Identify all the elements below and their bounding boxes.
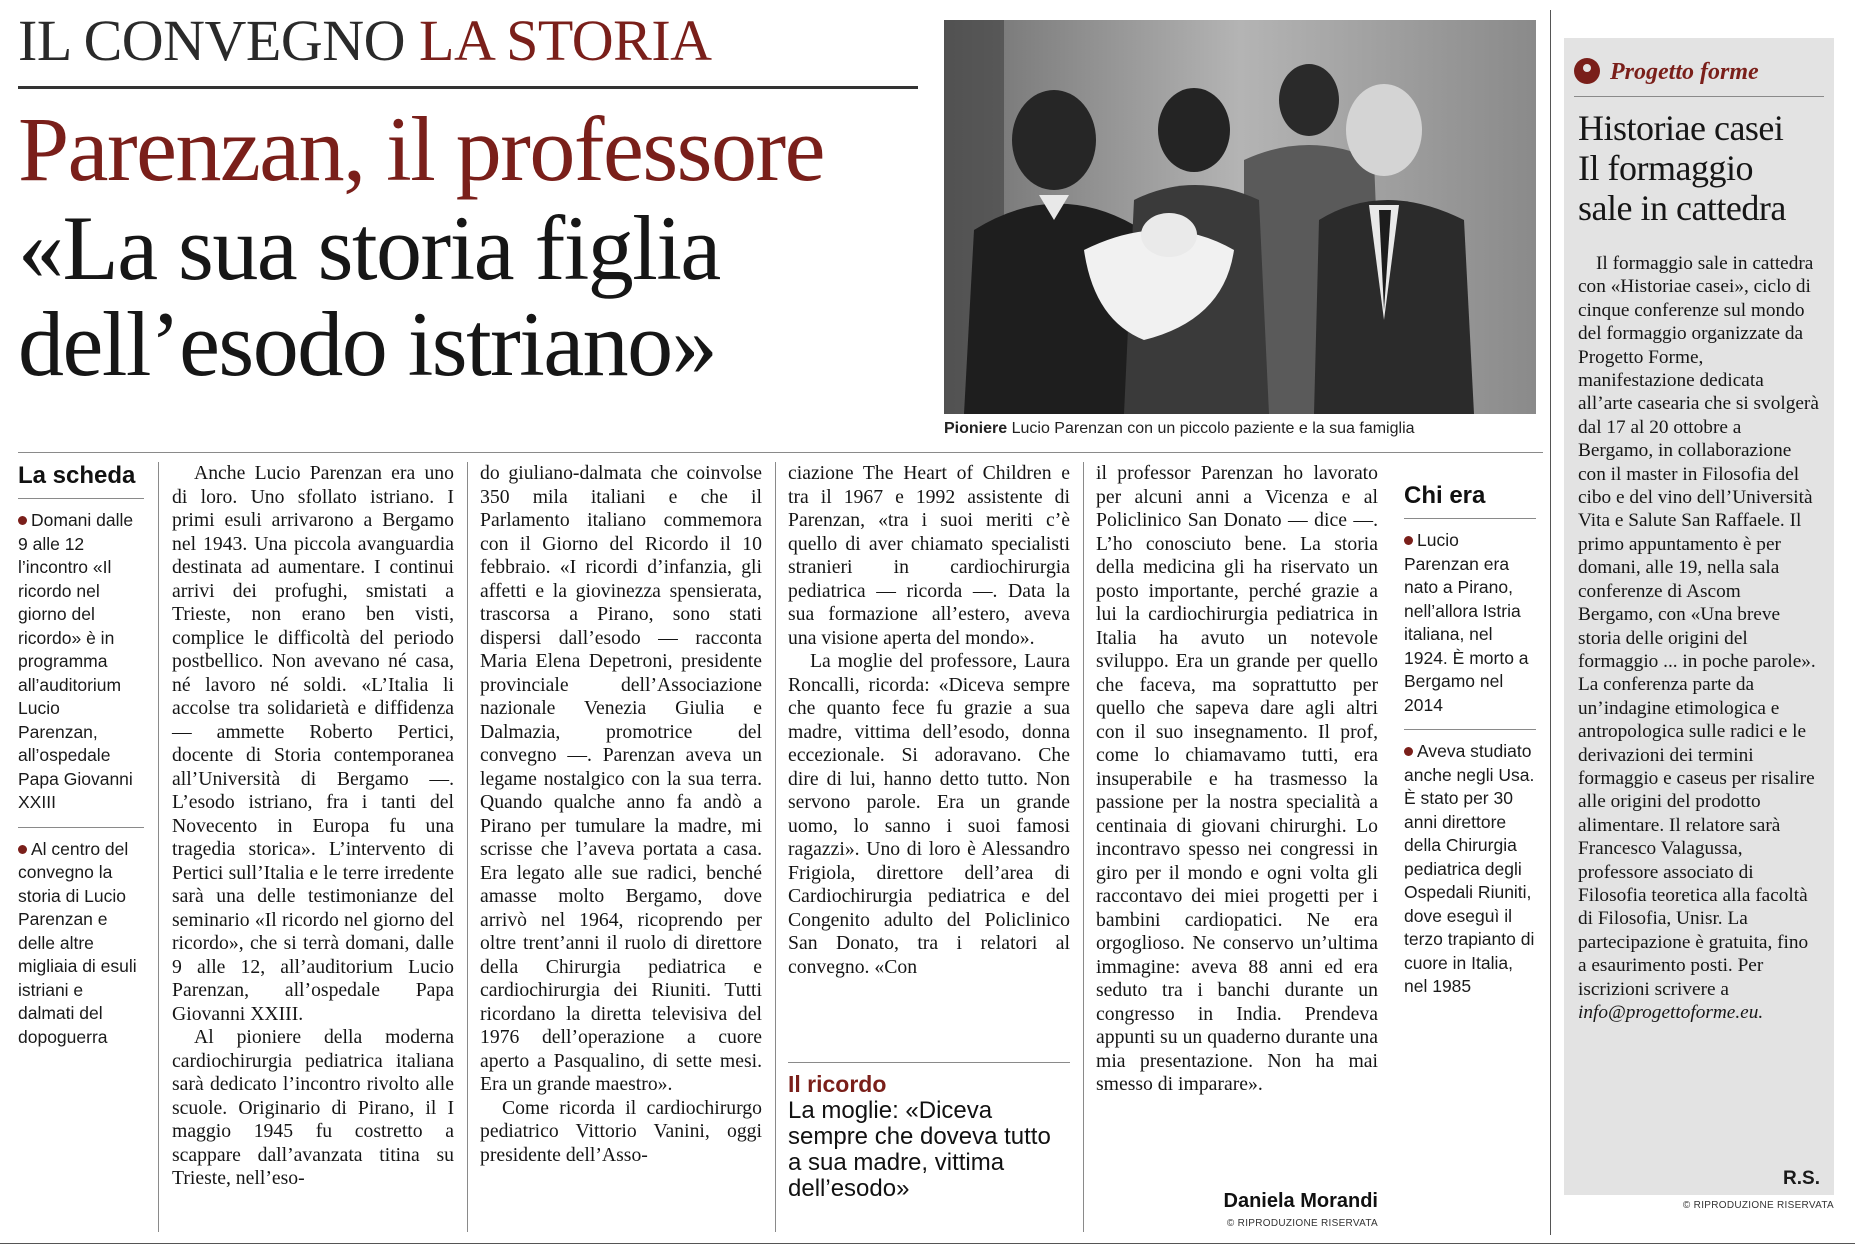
sidebar-box <box>1564 38 1834 1195</box>
headline-line2: «La sua storia figlia <box>18 197 720 299</box>
article-rights: © RIPRODUZIONE RISERVATA <box>1226 1218 1378 1229</box>
bullet-dot <box>18 845 27 854</box>
kicker-storia: LA STORIA <box>419 8 712 73</box>
sidebar-title-line3: sale in cattedra <box>1578 188 1786 228</box>
kicker-rule <box>18 86 918 89</box>
scheda-item-2 <box>18 838 144 1050</box>
sidebar-title-line1: Historiae casei <box>1578 108 1784 148</box>
column-rule <box>158 462 159 1232</box>
column-rule <box>1083 462 1084 1232</box>
article-column-1 <box>172 462 454 1191</box>
article-paragraph: Come ricorda il cardiochirurgo pediatrico Vittorio Vanini, oggi presidente dell’Asso- <box>480 1096 762 1166</box>
chi-era-rule-2 <box>1404 729 1536 730</box>
scheda-item-1-text: Domani dalle 9 alle 12 l’incontro «Il ricordo nel giorno del ricordo» è in programma all’auditorium Lucio Parenzan, all’ospedale Papa Giovanni XXIII <box>18 510 134 812</box>
ricordo-quote: La moglie: «Diceva sempre che doveva tutto a sua madre, vittima dell’esodo» <box>788 1097 1051 1202</box>
chi-era-item-1 <box>1404 529 1536 717</box>
column-rule <box>467 462 468 1232</box>
bullet-dot <box>18 516 27 525</box>
article-paragraph: il professor Parenzan ho lavorato per alcuni anni a Vicenza e al Policlinico San Donato — dice —. L’ho conosciuto bene. La storia della medicina gli ha riservato un posto importante, perché grazie a lui la cardiochirurgia pediatrica in Italia ha avuto un notevole sviluppo. Era un grande per quello che faceva, ma soprattutto per quello che sapeva dare agli altri con il suo insegnamento. Il prof, come lo chiamavamo tutti, era insuperabile e ha trasmesso la passione per la nostra specialità a centinaia di giovani chirurghi. Lo incontravo spesso nei congressi in giro per il mondo e ogni volta gli raccontavo dei miei progetti per i bambini cardiopatici. Ne era orgoglioso. Ne conservo un’ultima immagine: aveva 88 anni ed era seduto tra i banchi durante un congresso in India. Prendeva appunti su un quaderno durante una mia presentazione. Non ha mai smesso di imparare». <box>1096 462 1378 1095</box>
caption-text: Lucio Parenzan con un piccolo paziente e la sua famiglia <box>1011 420 1415 437</box>
chi-era-item-2 <box>1404 740 1536 999</box>
photo-caption <box>944 418 1544 440</box>
scheda-title: La scheda <box>18 462 136 489</box>
sidebar-header <box>1574 58 1824 86</box>
chi-era-title: Chi era <box>1404 482 1486 509</box>
bullet-dot <box>1404 536 1413 545</box>
chi-era-box <box>1404 482 1536 999</box>
page-bottom-rule <box>0 1243 1855 1244</box>
header-divider <box>18 452 1543 453</box>
sidebar-rights: © RIPRODUZIONE RISERVATA <box>1682 1200 1834 1211</box>
sidebar-email[interactable]: info@progettoforme.eu. <box>1578 1002 1764 1023</box>
sidebar-signature: R.S. <box>1783 1168 1820 1189</box>
scheda-rule <box>18 498 144 499</box>
sidebar-title <box>1578 108 1828 228</box>
headline-line1: Parenzan, il professore <box>18 98 824 200</box>
article-paragraph: La moglie del professore, Laura Roncalli, ricorda: «Diceva sempre che quanto fece fu grazie a sua madre, vittima dell’esodo, donna eccezionale. Si adoravano. Che dire di lui, hanno detto tutto. Non servono parole. Era un grande uomo, lo sanno i suoi famosi ragazzi». Uno di loro è Alessandro Frigiola, direttore dell’area di Cardiochirurgia pediatrica e del Congenito adulto del Policlinico San Donato, tra i relatori al convegno. «Con <box>788 650 1070 978</box>
ricordo-rule <box>788 1062 1070 1063</box>
sidebar-tag: Progetto forme <box>1610 59 1759 85</box>
scheda-rule-2 <box>18 827 144 828</box>
scheda-item-1 <box>18 509 144 815</box>
scheda-box <box>18 462 144 1049</box>
article-paragraph: Anche Lucio Parenzan era uno di loro. Uno sfollato istriano. I primi esuli arrivarono a Bergamo nel 1943. Una piccola avanguardia destinata ad aumentare. I continui arrivi dei profughi, smistati a Trieste, non erano ben visti, complice le difficoltà del periodo postbellico. Non avevano né casa, né lavoro né soldi. «L’Italia li accolse tra solidarietà e diffidenza — ammette Roberto Pertici, docente di Storia contemporanea all’Università di Bergamo —. L’esodo istriano, fra i tanti del Novecento in Europa fu una tragedia storica». L’intervento di Pertici sull’Italia e le terre irredente sarà una delle testimonianze del seminario «Il ricordo nel giorno del ricordo», che si terrà domani, dalle 9 alle 12, all’auditorium Lucio Parenzan, all’ospedale Papa Giovanni XXIII. <box>172 462 454 1025</box>
article-paragraph: do giuliano-dalmata che coinvolse 350 mila italiani e che il Parlamento italiano commemora con il Giorno del Ricordo il 10 febbraio. «I ricordi d’infanzia, gli affetti e la giovinezza spensierata, trascorsa a Pirano, sono stati dispersi dall’esodo — racconta Maria Elena Depetroni, presidente provinciale dell’Associazione nazionale Venezia Giulia e Dalmazia, promotrice del convegno —. Parenzan aveva un legame nostalgico con la sua terra. Quando qualche anno fa andò a Pirano per tumulare la madre, mi scrisse che l’aveva portata a casa. Era legato alle sue radici, benché amasse molto Bergamo, dove arrivò nel 1964, ricoprendo per oltre trent’anni il ruolo di direttore della Chirurgia pediatrica e cardiochirurgia dei Riuniti. Tutti ricordano la diretta televisiva del 1976 dell’operazione a cuore aperto a Pasqualino, di sette mesi. Era un grande maestro». <box>480 462 762 1095</box>
column-rule <box>775 462 776 1232</box>
caption-label: Pioniere <box>944 420 1008 437</box>
bullet-dot <box>1404 747 1413 756</box>
sidebar-separator <box>1550 10 1551 1235</box>
ricordo-title: Il ricordo <box>788 1071 887 1097</box>
sidebar-body-text: Il formaggio sale in cattedra con «Historiae casei», ciclo di cinque conferenze sul mondo del formaggio organizzate da Progetto Forme, manifestazione dedicata all’arte casearia che si svolgerà dal 17 al 20 ottobre a Bergamo, in collaborazione con il master in Filosofia del cibo e del vino dell’Università Vita e Salute San Raffaele. Il primo appuntamento è per domani, alle 19, nella sala conferenze di Ascom Bergamo, con «Una breve storia delle origini del formaggio ... in poche parole». La conferenza parte da un’indagine etimologica e antropologica sulle radici e le derivazioni dei termini formaggio e caseus per risalire alle origini del prodotto alimentare. Il relatore sarà Francesco Valagussa, professore associato di Filosofia teoretica alla facoltà di Filosofia, Unisr. La partecipazione è gratuita, fino a esaurimento posti. Per iscrizioni scrivere a <box>1578 253 1819 1000</box>
headline-subtitle <box>18 197 938 395</box>
article-paragraph: ciazione The Heart of Children e tra il 1967 e 1992 assistente di Parenzan, «tra i suoi meriti c’è quello di aver chiamato specialisti stranieri in cardiochirurgia pediatrica — ricorda —. Data la sua formazione all’estero, aveva una visione aperta del mondo». <box>788 462 1070 649</box>
sidebar-rule <box>1574 96 1824 97</box>
author-byline: Daniela Morandi <box>1223 1190 1378 1212</box>
kicker-convegno: IL CONVEGNO <box>18 8 406 73</box>
headline-line3: dell’esodo istriano» <box>18 293 717 395</box>
sidebar-title-line2: Il formaggio <box>1578 148 1753 188</box>
pin-icon <box>1574 58 1600 84</box>
article-column-2 <box>480 462 762 1167</box>
chi-era-item-1-text: Lucio Parenzan era nato a Pirano, nell’allora Istria italiana, nel 1924. È morto a Bergamo nel 2014 <box>1404 530 1529 715</box>
article-paragraph: Al pioniere della moderna cardiochirurgia pediatrica italiana sarà dedicato l’incontro rivolto alle scuole. Originario di Pirano, il I maggio 1945 fu costretto a scappare dall’avanzata titina su Trieste, nell’eso- <box>172 1026 454 1189</box>
article-column-4 <box>1096 462 1378 1097</box>
scheda-item-2-text: Al centro del convegno la storia di Lucio Parenzan e delle altre migliaia di esuli istriani e dalmati del dopoguerra <box>18 838 137 1047</box>
family-photo-illustration <box>944 20 1536 414</box>
sidebar-body <box>1578 252 1820 1024</box>
chi-era-rule <box>1404 518 1536 519</box>
section-kicker <box>18 6 918 76</box>
ricordo-box <box>788 1062 1070 1202</box>
chi-era-item-2-text: Aveva studiato anche negli Usa. È stato per 30 anni direttore della Chirurgia pediatrica degli Ospedali Riuniti, dove eseguì il terzo trapianto di cuore in Italia, nel 1985 <box>1404 741 1535 996</box>
article-photo <box>944 20 1536 414</box>
article-column-3 <box>788 462 1070 979</box>
